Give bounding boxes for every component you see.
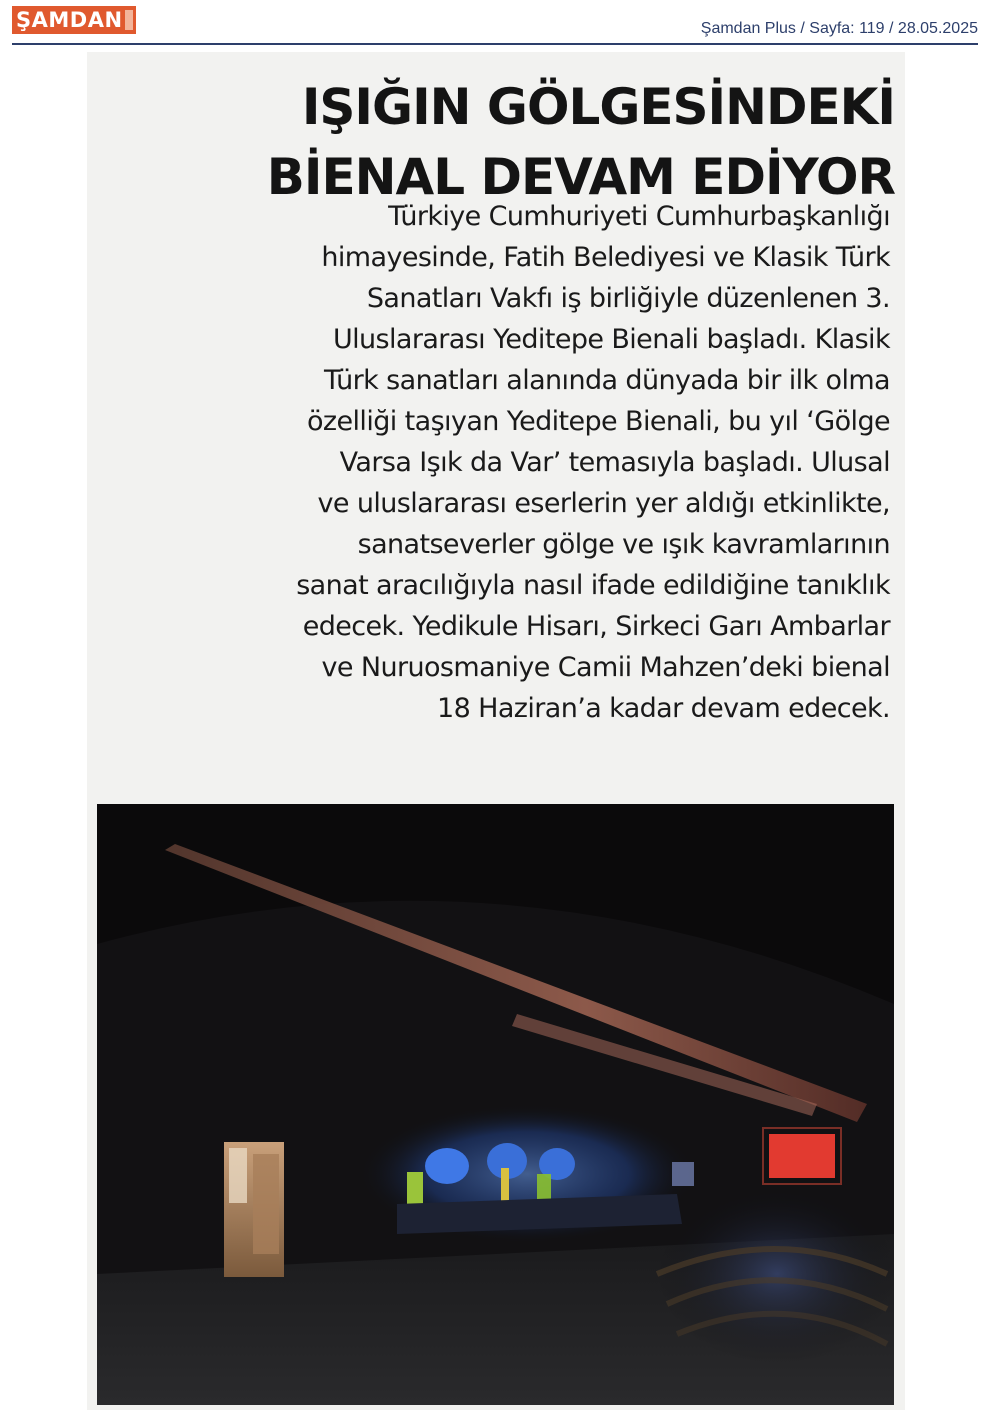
body-line: ve Nuruosmaniye Camii Mahzen’deki bienal <box>321 652 890 683</box>
blue-disc-1 <box>425 1148 469 1184</box>
exhibition-hall-illustration <box>97 804 894 1405</box>
body-line: himayesinde, Fatih Belediyesi ve Klasik Türk <box>321 242 890 273</box>
header-divider <box>12 43 978 45</box>
right-glow <box>657 1184 894 1364</box>
exhibition-photo <box>97 804 894 1405</box>
article-body <box>180 196 890 729</box>
body-line: özelliği taşıyan Yeditepe Bienali, bu yıl ‘Gölge <box>307 406 890 437</box>
logo-text: ŞAMDAN <box>16 8 123 32</box>
body-line: sanatseverler gölge ve ışık kavramlarının <box>357 529 890 560</box>
small-light-opening <box>672 1162 694 1186</box>
body-line: Varsa Işık da Var’ temasıyla başladı. Ulusal <box>339 447 890 478</box>
body-line: Sanatları Vakfı iş birliğiyle düzenlenen 3. <box>366 283 890 314</box>
page-header <box>12 0 978 48</box>
body-line: edecek. Yedikule Hisarı, Sirkeci Garı Ambarlar <box>302 611 890 642</box>
body-line: Türkiye Cumhuriyeti Cumhurbaşkanlığı <box>388 201 890 232</box>
headline-line-1: IŞIĞIN GÖLGESİNDEKİ <box>301 78 895 136</box>
publication-logo <box>12 6 136 34</box>
body-line: sanat aracılığıyla nasıl ifade edildiğine tanıklık <box>296 570 890 601</box>
body-line: ve uluslararası eserlerin yer aldığı etkinlikte, <box>317 488 890 519</box>
body-line: 18 Haziran’a kadar devam edecek. <box>437 693 890 724</box>
article-headline <box>205 72 895 212</box>
source-citation: Şamdan Plus / Sayfa: 119 / 28.05.2025 <box>700 20 978 37</box>
logo-plus-mark <box>125 10 133 30</box>
red-light-panel <box>769 1134 835 1178</box>
body-line: Uluslararası Yeditepe Bienali başladı. Klasik <box>332 324 890 355</box>
headline-line-2: BİENAL DEVAM EDİYOR <box>266 148 895 206</box>
body-line: Türk sanatları alanında dünyada bir ilk olma <box>323 365 890 396</box>
